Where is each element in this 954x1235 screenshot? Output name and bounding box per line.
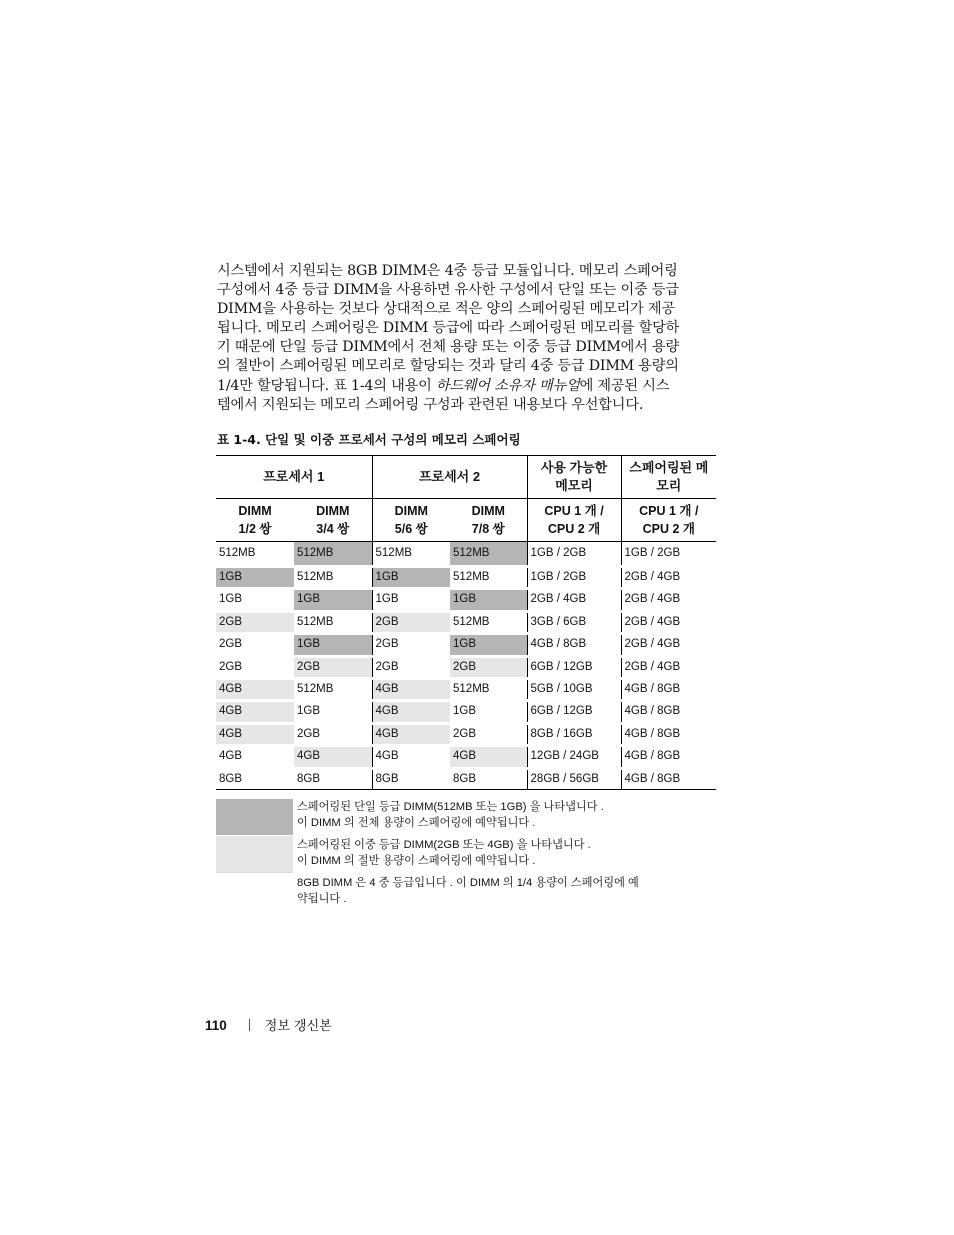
table-cell: 2GB — [216, 611, 294, 633]
header-line: CPU 2 개 — [642, 522, 695, 536]
table-row — [216, 656, 716, 678]
table-cell: 2GB — [450, 656, 527, 678]
paragraph-line: 템에서 지원되는 메모리 스페어링 구성과 관련된 내용보다 우선합니다. — [217, 396, 644, 413]
section-title: 정보 갱신본 — [264, 1019, 332, 1034]
table-cell: 28GB / 56GB — [527, 768, 621, 789]
table-row — [216, 589, 716, 611]
header-line: CPU 2 개 — [547, 522, 601, 536]
footer-divider — [249, 1019, 250, 1031]
header-dimm-5-6 — [372, 499, 450, 542]
legend-line: 스페어링된 이중 등급 DIMM(2GB 또는 4GB) 을 나타냅니다 . — [297, 839, 591, 851]
paragraph-line — [217, 377, 717, 396]
legend-line: 이 DIMM 의 전체 용량이 스페어링에 예약됩니다 . — [297, 816, 536, 829]
legend-text — [297, 800, 697, 831]
table-caption: 표 1-4. 단일 및 이중 프로세서 구성의 메모리 스페어링 — [217, 432, 521, 447]
table-cell: 1GB — [216, 567, 294, 589]
paragraph-text: 에 제공된 시스 — [579, 377, 670, 394]
header-line: DIMM — [316, 504, 350, 518]
table-cell: 1GB / 2GB — [527, 567, 621, 589]
header-line: CPU 1 개 / — [544, 504, 604, 518]
table-cell: 2GB / 4GB — [621, 611, 716, 633]
table-cell: 1GB — [294, 589, 372, 611]
header-line: CPU 1 개 / — [639, 504, 699, 518]
table-row — [216, 567, 716, 589]
table-cell: 4GB — [372, 701, 450, 723]
header-line: DIMM — [238, 504, 272, 518]
table-cell: 3GB / 6GB — [527, 611, 621, 633]
header-cpu-spared — [621, 499, 716, 542]
page-number: 110 — [205, 1018, 227, 1033]
table-cell: 2GB — [216, 656, 294, 678]
table-subheader-row — [216, 499, 716, 542]
legend-line: 8GB DIMM 은 4 중 등급입니다 . 이 DIMM 의 1/4 용량이 스페어링에 예 — [297, 877, 639, 889]
header-line: 7/8 쌍 — [471, 522, 505, 536]
table-cell: 1GB — [450, 589, 527, 611]
table-cell: 12GB / 24GB — [527, 746, 621, 768]
table-cell: 2GB / 4GB — [621, 567, 716, 589]
legend-line: 이 DIMM 의 절반 용량이 스페어링에 예약됩니다 . — [297, 854, 536, 867]
table-cell: 1GB — [294, 634, 372, 656]
table-cell: 8GB — [372, 768, 450, 789]
table-cell: 6GB / 12GB — [527, 656, 621, 678]
header-line: 사용 가능한 — [540, 460, 608, 475]
table-cell: 1GB — [372, 567, 450, 589]
table-cell: 512MB — [450, 611, 527, 633]
legend-line: 스페어링된 단일 등급 DIMM(512MB 또는 1GB) 을 나타냅니다 . — [297, 801, 604, 813]
table-cell: 4GB — [216, 701, 294, 723]
table-cell: 2GB — [294, 656, 372, 678]
table-cell: 2GB — [372, 634, 450, 656]
page-footer — [205, 1015, 332, 1035]
table-cell: 2GB / 4GB — [621, 634, 716, 656]
paragraph-line: 의 절반이 스페어링된 메모리로 할당되는 것과 달리 4중 등급 DIMM 용량의 — [217, 358, 679, 375]
header-dimm-1-2 — [216, 499, 294, 542]
table-cell: 2GB — [372, 611, 450, 633]
table-cell: 4GB / 8GB — [621, 768, 716, 789]
table-header-row — [216, 456, 716, 499]
header-line: 모리 — [656, 478, 682, 493]
table-cell: 4GB — [372, 723, 450, 745]
table-cell: 2GB / 4GB — [621, 589, 716, 611]
table-cell: 2GB — [294, 723, 372, 745]
table-row — [216, 723, 716, 745]
table-cell: 512MB — [450, 542, 527, 567]
table-cell: 512MB — [294, 542, 372, 567]
header-processor-2: 프로세서 2 — [372, 456, 527, 499]
shading-legend — [216, 797, 716, 911]
table-cell: 5GB / 10GB — [527, 679, 621, 701]
table-cell: 1GB — [216, 589, 294, 611]
legend-item — [216, 835, 716, 873]
table-cell: 8GB — [216, 768, 294, 789]
legend-line: 약됩니다 . — [297, 892, 347, 905]
table-cell: 1GB / 2GB — [527, 542, 621, 567]
legend-swatch-light — [216, 836, 293, 873]
paragraph-line: 구성에서 4중 등급 DIMM을 사용하면 유사한 구성에서 단일 또는 이중 등급 — [217, 282, 679, 299]
header-line: DIMM — [394, 504, 428, 518]
header-line: 스페어링된 메 — [629, 460, 709, 475]
table-cell: 8GB — [450, 768, 527, 789]
table-cell: 512MB — [450, 679, 527, 701]
table-row — [216, 701, 716, 723]
memory-sparing-table — [216, 455, 716, 790]
header-line: 1/2 쌍 — [238, 522, 272, 536]
table-cell: 4GB — [216, 723, 294, 745]
intro-paragraph — [217, 262, 717, 415]
table-cell: 2GB — [216, 634, 294, 656]
table-cell: 512MB — [450, 567, 527, 589]
paragraph-line: 기 때문에 단일 등급 DIMM에서 전체 용량 또는 이중 등급 DIMM에서 용량 — [217, 339, 679, 356]
table-cell: 4GB / 8GB — [527, 634, 621, 656]
header-line: DIMM — [471, 504, 505, 518]
legend-text — [297, 838, 697, 869]
legend-text — [297, 876, 697, 907]
table-cell: 4GB — [372, 679, 450, 701]
header-line: 5/6 쌍 — [394, 522, 428, 536]
table-row — [216, 746, 716, 768]
table-cell: 2GB / 4GB — [621, 656, 716, 678]
table-cell: 1GB — [294, 701, 372, 723]
table-cell: 1GB — [450, 701, 527, 723]
legend-item — [216, 797, 716, 835]
header-line: 메모리 — [555, 478, 593, 493]
table-row — [216, 634, 716, 656]
table-cell: 4GB / 8GB — [621, 723, 716, 745]
paragraph-text: 1/4만 할당됩니다. 표 1-4의 내용이 — [217, 377, 436, 394]
table-row — [216, 679, 716, 701]
table-cell: 512MB — [219, 546, 256, 559]
header-available-memory — [527, 456, 621, 499]
table-cell: 4GB — [216, 746, 294, 768]
legend-swatch-dark — [216, 799, 293, 835]
legend-item — [216, 873, 716, 911]
table-cell: 4GB — [216, 679, 294, 701]
table-cell: 1GB — [372, 589, 450, 611]
table-cell: 8GB / 16GB — [527, 723, 621, 745]
table-cell: 512MB — [372, 542, 450, 567]
table-row — [216, 768, 716, 789]
table-cell: 4GB / 8GB — [621, 701, 716, 723]
paragraph-line: 됩니다. 메모리 스페어링은 DIMM 등급에 따라 스페어링된 메모리를 할당하 — [217, 320, 680, 337]
table-cell: 4GB / 8GB — [621, 679, 716, 701]
table-cell: 4GB — [294, 746, 372, 768]
paragraph-line: 시스템에서 지원되는 8GB DIMM은 4중 등급 모듈입니다. 메모리 스페어링 — [217, 263, 678, 279]
table-row — [216, 611, 716, 633]
header-processor-1: 프로세서 1 — [216, 456, 372, 499]
table-cell: 2GB / 4GB — [527, 589, 621, 611]
table-cell: 512MB — [294, 567, 372, 589]
table-cell: 6GB / 12GB — [527, 701, 621, 723]
header-dimm-3-4 — [294, 499, 372, 542]
paragraph-line: DIMM을 사용하는 것보다 상대적으로 적은 양의 스페어링된 메모리가 제공 — [217, 301, 675, 318]
table-cell: 512MB — [294, 679, 372, 701]
table-cell: 4GB — [450, 746, 527, 768]
table-cell: 2GB — [450, 723, 527, 745]
table-cell: 4GB — [372, 746, 450, 768]
table-cell: 1GB / 2GB — [621, 542, 716, 567]
table-cell: 8GB — [294, 768, 372, 789]
table-cell: 512MB — [294, 611, 372, 633]
table-body — [216, 542, 716, 790]
table-cell: 1GB — [450, 634, 527, 656]
table-cell: 4GB / 8GB — [621, 746, 716, 768]
header-spared-memory — [621, 456, 716, 499]
header-line: 3/4 쌍 — [316, 522, 350, 536]
table-row — [216, 542, 716, 567]
manual-title: 하드웨어 소유자 매뉴얼 — [435, 377, 580, 394]
header-dimm-7-8 — [450, 499, 527, 542]
header-cpu-available — [527, 499, 621, 542]
table-cell: 2GB — [372, 656, 450, 678]
